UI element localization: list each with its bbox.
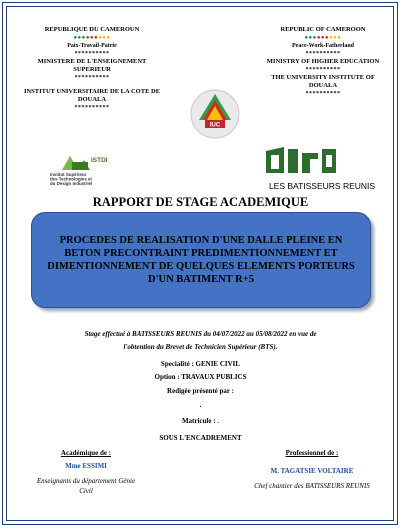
presented-by: Redigée présenté par :: [167, 387, 234, 395]
internship-line-2: l'obtention du Brevet de Technicien Supérieur (BTS).: [123, 343, 278, 351]
istdi-logo: [48, 148, 138, 186]
batisseurs-reunis-logo: [262, 143, 342, 177]
academic-label: Académique de :: [60, 449, 112, 457]
professional-supervisor: [250, 448, 374, 491]
option: Option : TRAVAUX PUBLICS: [154, 373, 247, 381]
istdi-logo-text: Institut Supérieur: [50, 172, 87, 177]
professional-role: Chef chantier des BATISSEURS REUNIS: [254, 482, 370, 490]
flag-dots-right: ●●●●●●●●●: [304, 35, 342, 41]
flag-dots-left: ●●●●●●●●●: [73, 35, 111, 41]
separator: **********: [305, 91, 341, 97]
country-en: REPUBLIC OF CAMEROON: [280, 26, 366, 33]
supervision-heading: SOUS L'ENCADREMENT: [159, 434, 242, 442]
professional-label: Professionnel de :: [285, 449, 339, 457]
istdi-logo-text-3: du Design Industriel: [50, 181, 93, 186]
report-subject: PROCEDES DE REALISATION D'UNE DALLE PLEINE EN BETON PRECONTRAINT PREDIMENTIONNEMENT ET DIMENTIONNEMENT DE QUELQUES ELEMENTS PORTEURS D'UN BATIMENT R+5: [47, 235, 355, 285]
academic-name: Mme ESSIMI: [65, 462, 107, 470]
report-title: RAPPORT DE STAGE ACADEMIQUE: [92, 195, 309, 209]
institute-fr: INSTITUT UNIVERSITAIRE DE LA COTE DE DOUALA: [23, 88, 161, 103]
separator: **********: [305, 67, 341, 73]
institute-en: THE UNIVERSITY INSTITUTE OF DOUALA: [271, 74, 375, 89]
academic-supervisor: [30, 448, 142, 496]
separator: **********: [74, 51, 110, 57]
speciality: Specialité : GENIE CIVIL: [160, 360, 241, 368]
istdi-logo-short: ISTDI: [91, 157, 108, 164]
separator: **********: [74, 75, 110, 81]
subject-box: [31, 212, 371, 308]
motto-en: Peace-Work-Fatherland: [292, 43, 354, 49]
matricule: [0, 416, 401, 426]
header-right: [262, 26, 384, 98]
separator: **********: [305, 51, 341, 57]
matricule-value-mark: .: [217, 417, 220, 425]
country-fr: REPUBLIQUE DU CAMEROUN: [44, 26, 140, 33]
academic-role: Enseignants du département Génie Civil: [36, 477, 136, 495]
separator: **********: [74, 105, 110, 111]
header-left: [22, 26, 162, 112]
company-name: LES BATISSEURS REUNIS: [268, 181, 376, 191]
motto-fr: Paix-Travail-Patrie: [67, 43, 117, 49]
istdi-logo-text-2: des Technologies et: [50, 176, 92, 182]
ministry-en: MINISTRY OF HIGHER EDUCATION: [266, 58, 380, 65]
iuc-logo: [185, 86, 245, 146]
matricule-label: Matricule :: [181, 417, 216, 425]
internship-line-1: Stage effectué à BATISSEURS REUNIS du 04/07/2022 au 05/08/2022 en vue de: [84, 330, 317, 338]
professional-name: M. TAGATSIE VOLTAIRE: [270, 467, 354, 475]
ministry-fr: MINISTERE DE L'ENSEIGNEMENT SUPERIEUR: [37, 58, 147, 73]
iuc-logo-text: IUC: [209, 122, 221, 129]
presenter-name: .: [199, 401, 202, 409]
